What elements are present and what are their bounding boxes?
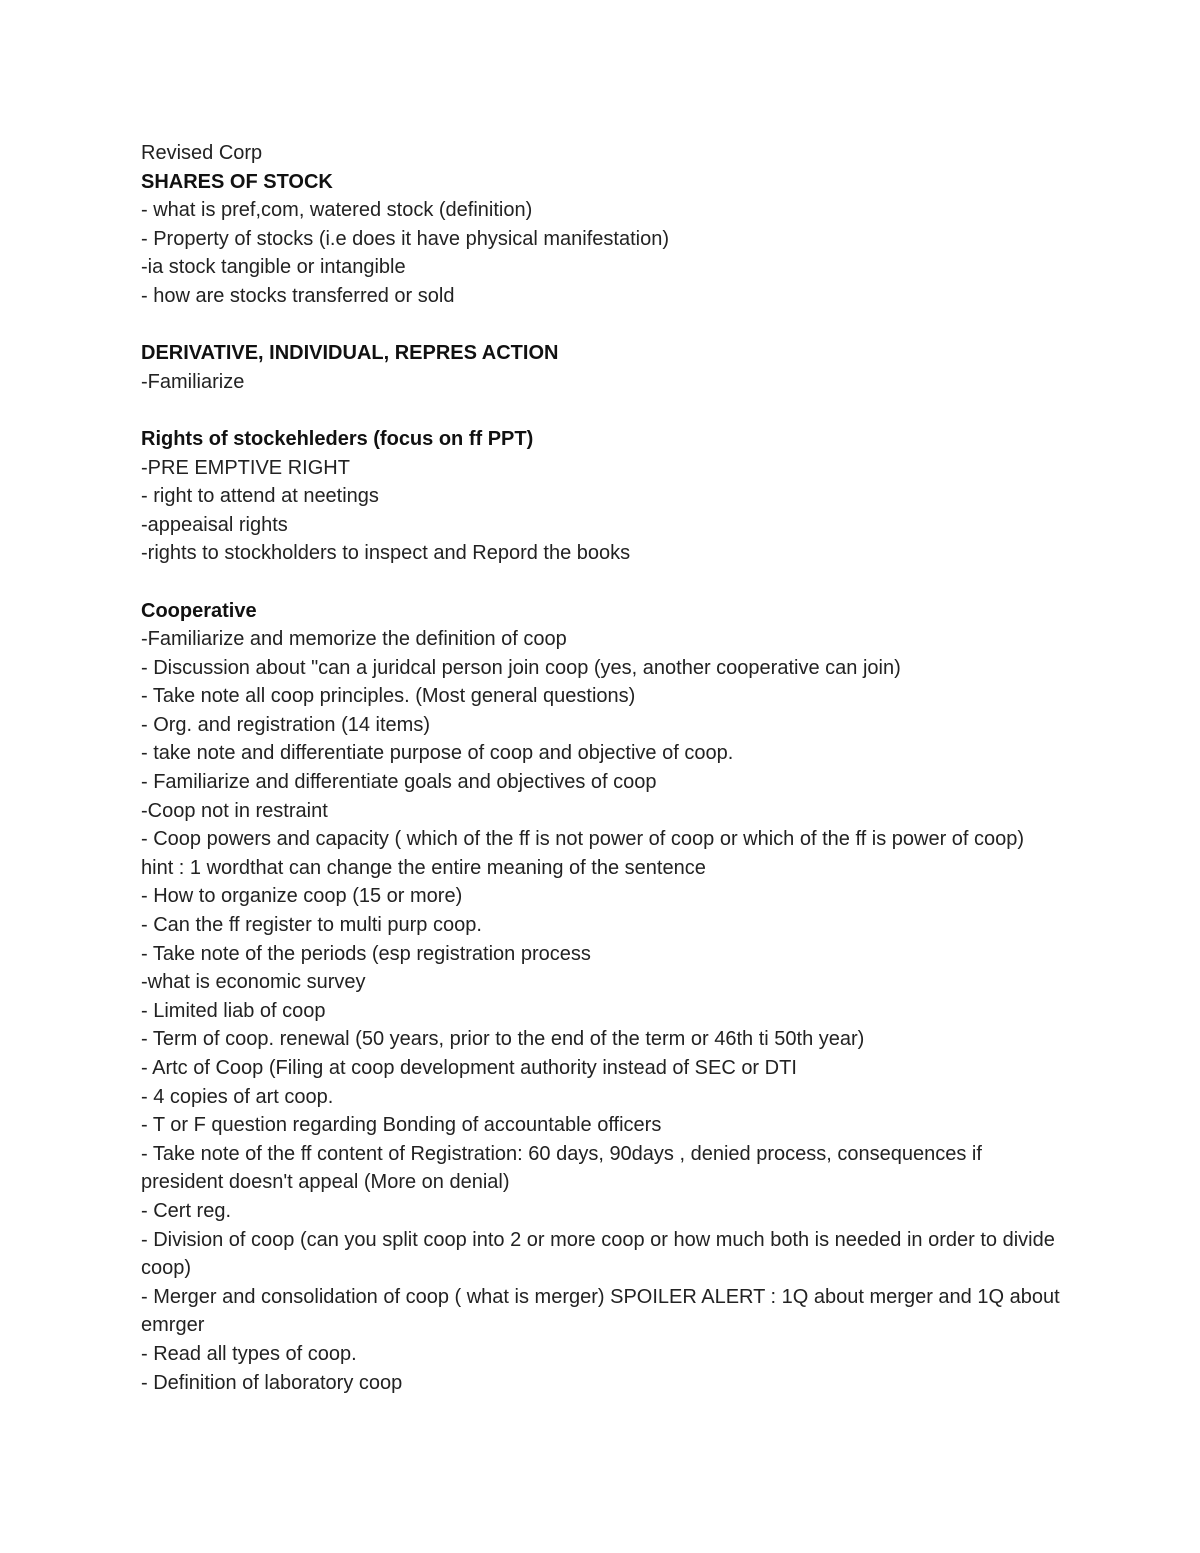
list-item: - Limited liab of coop <box>141 999 326 1022</box>
list-item: - Discussion about "can a juridcal person join coop (yes, another cooperative can join) <box>141 656 901 679</box>
list-item: - Coop powers and capacity ( which of the ff is not power of coop or which of the ff is power of coop) hint : 1 wordthat can change the entire meaning of the sentence <box>141 828 1025 879</box>
list-item: - Read all types of coop. <box>141 1342 357 1365</box>
list-item: - how are stocks transferred or sold <box>141 284 455 307</box>
list-item: - Cert reg. <box>141 1199 232 1222</box>
list-item: - take note and differentiate purpose of coop and objective of coop. <box>141 742 734 765</box>
list-item: -what is economic survey <box>141 971 366 994</box>
list-item: -ia stock tangible or intangible <box>141 256 406 279</box>
list-item: - Term of coop. renewal (50 years, prior to the end of the term or 46th ti 50th year) <box>141 1028 865 1051</box>
list-item: - How to organize coop (15 or more) <box>141 885 463 908</box>
section-heading: SHARES OF STOCK <box>141 170 333 193</box>
list-item: - Take note of the periods (esp registration process <box>141 942 591 965</box>
list-item: - Property of stocks (i.e does it have physical manifestation) <box>141 227 670 250</box>
list-item: -appeaisal rights <box>141 513 288 536</box>
blank-line <box>141 568 1061 597</box>
list-item: -Coop not in restraint <box>141 799 328 822</box>
list-item: - Artc of Coop (Filing at coop development authority instead of SEC or DTI <box>141 1057 797 1079</box>
list-item: - T or F question regarding Bonding of accountable officers <box>141 1114 662 1137</box>
list-item: - 4 copies of art coop. <box>141 1085 334 1108</box>
document-title: Revised Corp <box>141 142 263 164</box>
list-item: - Org. and registration (14 items) <box>141 713 430 736</box>
section-heading: Rights of stockehleders (focus on ff PPT) <box>141 427 534 450</box>
list-item: - what is pref,com, watered stock (definition) <box>141 199 533 222</box>
section-heading: DERIVATIVE, INDIVIDUAL, REPRES ACTION <box>141 342 559 365</box>
section-heading: Cooperative <box>141 599 257 622</box>
list-item: - Familiarize and differentiate goals and objectives of coop <box>141 771 657 794</box>
list-item: - Division of coop (can you split coop into 2 or more coop or how much both is needed in order to divide coop) <box>141 1228 1055 1280</box>
section-derivative-action <box>141 339 1061 396</box>
list-item: - Definition of laboratory coop <box>141 1371 403 1394</box>
list-item: - Can the ff register to multi purp coop. <box>141 914 482 937</box>
list-item: -PRE EMPTIVE RIGHT <box>141 456 350 479</box>
list-item: - right to attend at neetings <box>141 485 379 508</box>
section-rights-of-stockholders <box>141 425 1061 568</box>
list-item: -rights to stockholders to inspect and Repord the books <box>141 542 631 565</box>
list-item: - Take note of the ff content of Registration: 60 days, 90days , denied process, consequences if president doesn't appeal (More on denial) <box>141 1142 982 1194</box>
section-cooperative <box>141 597 1061 1398</box>
list-item: -Familiarize <box>141 370 245 393</box>
list-item: -Familiarize and memorize the definition of coop <box>141 628 567 651</box>
section-shares-of-stock <box>141 168 1061 311</box>
blank-line <box>141 311 1061 340</box>
list-item: - Take note all coop principles. (Most general questions) <box>141 685 636 708</box>
blank-line <box>141 396 1061 425</box>
document-page <box>141 139 1061 1397</box>
list-item: - Merger and consolidation of coop ( what is merger) SPOILER ALERT : 1Q about merger and 1Q about emrger <box>141 1285 1060 1337</box>
